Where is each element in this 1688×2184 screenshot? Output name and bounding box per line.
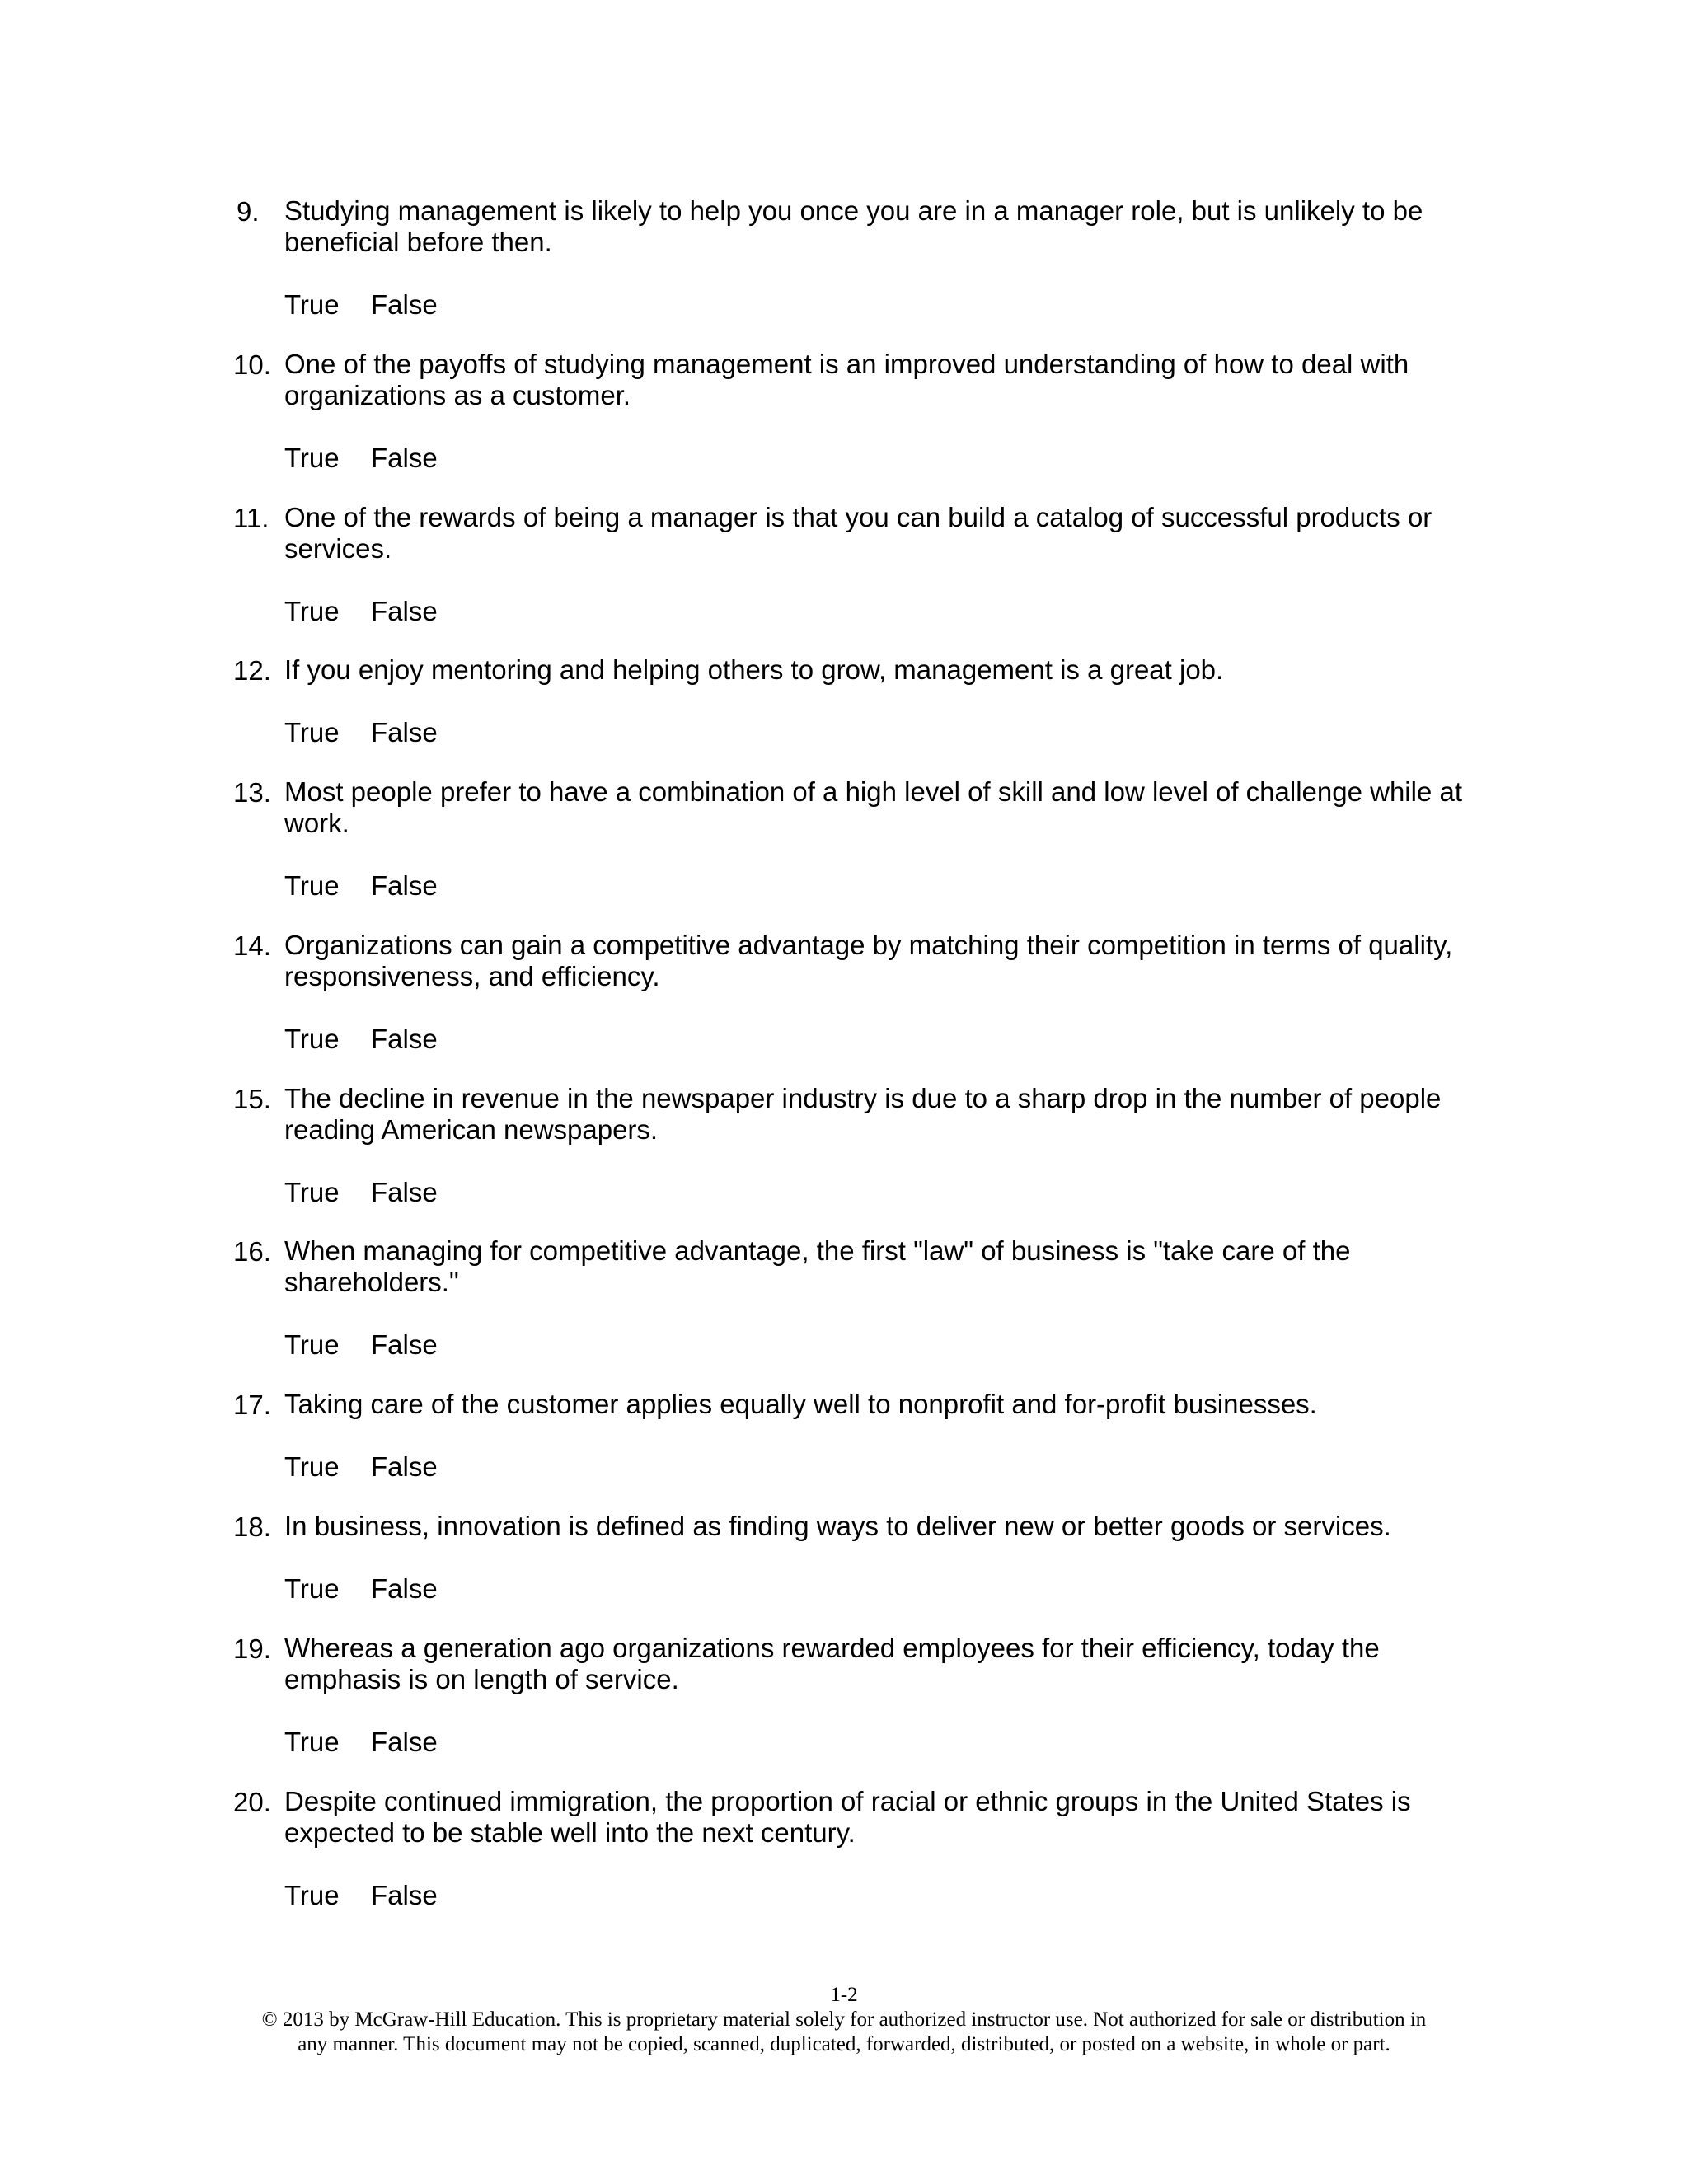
question-text: Organizations can gain a competitive advantage by matching their competition in terms of quality, responsiveness, and efficiency. xyxy=(284,930,1453,991)
question-number: 13. xyxy=(233,777,271,808)
false-option[interactable]: False xyxy=(371,1573,438,1604)
answer-options xyxy=(284,716,438,748)
answer-options xyxy=(284,1176,438,1208)
question-number: 11. xyxy=(233,503,270,533)
answer-options xyxy=(284,1329,438,1361)
false-option[interactable]: False xyxy=(371,717,438,748)
page-footer xyxy=(0,1983,1688,2057)
false-option[interactable]: False xyxy=(371,289,438,320)
false-option[interactable]: False xyxy=(371,1727,438,1757)
true-option[interactable]: True xyxy=(284,1177,340,1207)
answer-options xyxy=(284,595,438,627)
question-text: If you enjoy mentoring and helping others to grow, management is a great job. xyxy=(284,654,1224,685)
answer-options xyxy=(284,1879,438,1911)
true-option[interactable]: True xyxy=(284,1024,340,1054)
copyright-line-1: © 2013 by McGraw-Hill Education. This is proprietary material solely for authorized instructor use. Not authorized for sale or distribution in xyxy=(261,2008,1427,2031)
question-number: 10. xyxy=(233,349,271,380)
true-option[interactable]: True xyxy=(284,596,340,626)
question-number: 16. xyxy=(233,1236,271,1267)
true-option[interactable]: True xyxy=(284,717,340,748)
answer-options xyxy=(284,1451,438,1483)
false-option[interactable]: False xyxy=(371,1880,438,1910)
answer-options xyxy=(284,1572,438,1605)
question-text: The decline in revenue in the newspaper industry is due to a sharp drop in the number of people reading American newspapers. xyxy=(284,1083,1442,1145)
false-option[interactable]: False xyxy=(371,1329,438,1360)
false-option[interactable]: False xyxy=(371,870,438,901)
question-number: 9. xyxy=(237,196,260,227)
true-option[interactable]: True xyxy=(284,1329,340,1360)
true-option[interactable]: True xyxy=(284,1451,340,1482)
true-option[interactable]: True xyxy=(284,1880,340,1910)
question-text: Despite continued immigration, the proportion of racial or ethnic groups in the United States is expected to be stable well into the next century. xyxy=(284,1786,1411,1848)
page-number: 1-2 xyxy=(830,1984,858,2006)
question-number: 19. xyxy=(233,1633,271,1664)
question-text: Taking care of the customer applies equally well to nonprofit and for-profit businesses. xyxy=(284,1389,1317,1419)
false-option[interactable]: False xyxy=(371,443,438,473)
false-option[interactable]: False xyxy=(371,1024,438,1054)
question-number: 17. xyxy=(233,1390,271,1420)
true-option[interactable]: True xyxy=(284,870,340,901)
question-number: 18. xyxy=(233,1511,271,1542)
question-text: In business, innovation is defined as finding ways to deliver new or better goods or services. xyxy=(284,1511,1391,1541)
true-option[interactable]: True xyxy=(284,1727,340,1757)
true-option[interactable]: True xyxy=(284,1573,340,1604)
question-number: 15. xyxy=(233,1084,271,1114)
answer-options xyxy=(284,1023,438,1055)
true-option[interactable]: True xyxy=(284,443,340,473)
question-number: 20. xyxy=(233,1787,271,1817)
answer-options xyxy=(284,288,438,321)
answer-options xyxy=(284,442,438,474)
question-text: Whereas a generation ago organizations rewarded employees for their efficiency, today the emphasis is on length of service. xyxy=(284,1633,1380,1694)
false-option[interactable]: False xyxy=(371,1177,438,1207)
question-text: When managing for competitive advantage, the first "law" of business is "take care of the shareholders." xyxy=(284,1235,1351,1297)
answer-options xyxy=(284,869,438,902)
question-number: 14. xyxy=(233,930,271,961)
question-number: 12. xyxy=(233,655,271,686)
true-option[interactable]: True xyxy=(284,289,340,320)
answer-options xyxy=(284,1726,438,1758)
false-option[interactable]: False xyxy=(371,1451,438,1482)
false-option[interactable]: False xyxy=(371,596,438,626)
question-text: Studying management is likely to help you once you are in a manager role, but is unlikely to be beneficial before then. xyxy=(284,195,1423,257)
question-text: One of the payoffs of studying management is an improved understanding of how to deal with organizations as a customer. xyxy=(284,349,1409,410)
question-text: One of the rewards of being a manager is that you can build a catalog of successful products or services. xyxy=(284,502,1432,564)
copyright-line-2: any manner. This document may not be copied, scanned, duplicated, forwarded, distributed, or posted on a website, in whole or part. xyxy=(298,2033,1390,2055)
question-text: Most people prefer to have a combination of a high level of skill and low level of challenge while at work. xyxy=(284,776,1463,838)
